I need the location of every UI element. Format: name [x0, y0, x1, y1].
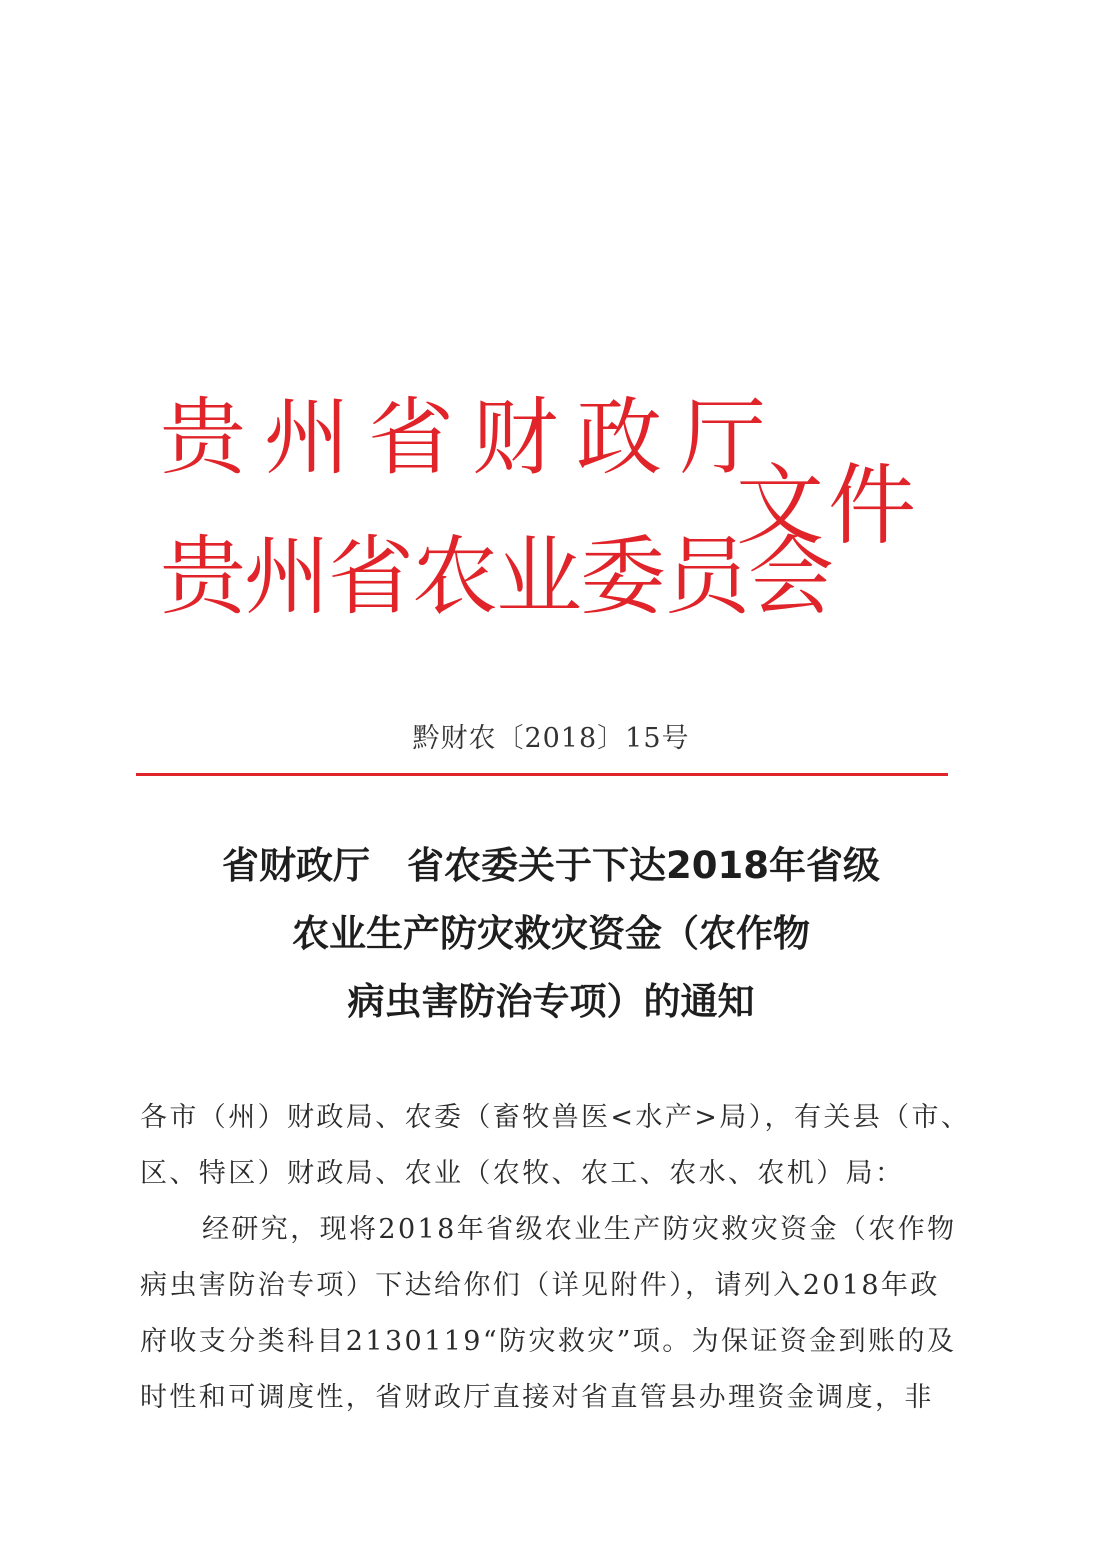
notice-body: [140, 1090, 971, 1426]
title-line-2: 农业生产防灾救灾资金（农作物: [292, 912, 810, 955]
body-line: 经研究，现将2018年省级农业生产防灾救灾资金（农作物: [202, 1214, 957, 1245]
red-divider-line: [136, 773, 948, 776]
issuer-agriculture-committee: 贵州省农业委员会: [160, 527, 832, 627]
body-line: 各市（州）财政局、农委（畜牧兽医<水产>局），有关县（市、: [140, 1102, 971, 1133]
issuer-finance-department: 贵州省财政厅: [160, 389, 784, 488]
body-line: 区、特区）财政局、农业（农牧、农工、农水、农机）局：: [140, 1158, 905, 1189]
document-type-label: 文件: [736, 454, 921, 557]
body-line: 府收支分类科目2130119“防灾救灾”项。为保证资金到账的及: [140, 1326, 957, 1357]
document-number: 黔财农〔2018〕15号: [412, 723, 690, 754]
body-line: 时性和可调度性，省财政厅直接对省直管县办理资金调度，非: [140, 1382, 934, 1413]
body-line: 病虫害防治专项）下达给你们（详见附件），请列入2018年政: [140, 1270, 940, 1301]
title-line-3: 病虫害防治专项）的通知: [347, 980, 755, 1023]
notice-title: [0, 832, 1102, 1036]
title-line-1: 省财政厅 省农委关于下达2018年省级: [222, 844, 880, 887]
